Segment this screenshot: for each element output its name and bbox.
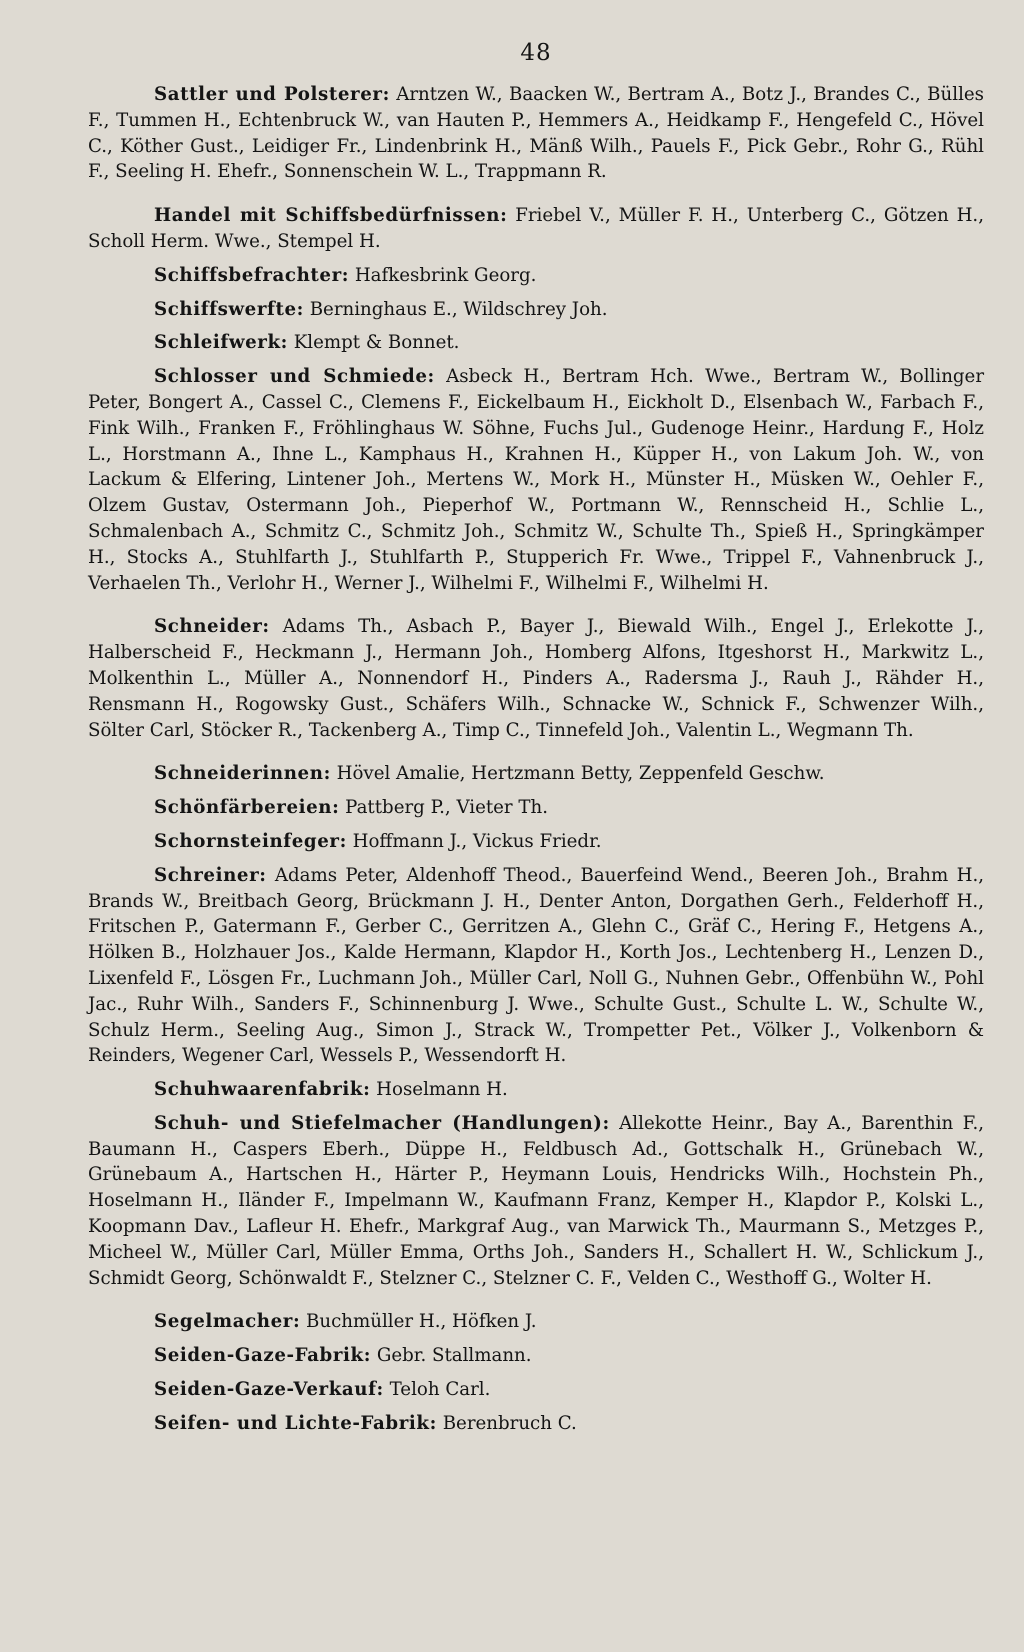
entry-heading: Schiffswerfte [154, 298, 297, 320]
entry-schiffswerfte: Schiffswerfte: Berninghaus E., Wildschrey Joh. [88, 297, 984, 323]
entry-heading: Seifen- und Lichte-Fabrik [154, 1412, 430, 1434]
entry-heading: Handel mit Schiffsbedürfnissen [154, 205, 501, 227]
entry-heading: Schlosser und Schmiede [154, 366, 428, 388]
entry-names: Adams Peter, Aldenhoff Theod., Bauerfeind Wend., Beeren Joh., Brahm H., Brands W., Breitbach Georg, Brückmann J. H., Denter Anton, Dorgathen Gerh., Felderhoff H., Fritschen P., Gatermann F., Gerber C., Gerritzen A., Glehn C., Gräf C., Hering F., Hetgens A., Hölken B., Holzhauer Jos., Kalde Hermann, Klapdor H., Korth Jos., Lechtenberg H., Lenzen D., Lixenfeld F., Lösgen Fr., Luchmann Joh., Müller Carl, Noll G., Nuhnen Gebr., Offenbühn W., Pohl Jac., Ruhr Wilh., Sanders F., Schinnenburg J. Wwe., Schulte Gust., Schulte L. W., Schulte W., Schulz Herm., Seeling Aug., Simon J., Strack W., Trompetter Pet., Völker J., Volkenborn & Reinders, Wegener Carl, Wessels P., Wessendorft H. [88, 864, 985, 1067]
entry-names: Hoffmann J., Vickus Friedr. [352, 830, 602, 852]
entry-heading: Schornsteinfeger [154, 830, 340, 852]
entry-seifen-lichte: Seifen- und Lichte-Fabrik: Berenbruch C. [88, 1411, 984, 1437]
entry-heading: Schneiderinnen [154, 763, 324, 785]
entry-schuhmacher: Schuh- und Stiefelmacher (Handlungen): Allekotte Heinr., Bay A., Barenthin F., Baumann H., Caspers Eberh., Düppe H., Feldbusch Ad., Gottschalk H., Grünebach W., Grünebaum A., Hartschen H., Härter P., Heymann Louis, Hendricks Wilh., Hochstein Ph., Hoselmann H., Iländer F., Impelmann W., Kaufmann Franz, Kemper H., Klapdor P., Kolski L., Koopmann Dav., Lafleur H. Ehefr., Markgraf Aug., van Marwick Th., Maurmann S., Metzges P., Micheel W., Müller Carl, Müller Emma, Orths Joh., Sanders H., Schallert H. W., Schlickum J., Schmidt Georg, Schönwaldt F., Stelzner C., Stelzner C. F., Velden C., Westhoff G., Wolter H. [88, 1112, 985, 1289]
entry-heading: Schönfärbereien [154, 797, 333, 819]
entry-names: Buchmüller H., Höfken J. [306, 1311, 537, 1333]
entry-schleifwerk: Schleifwerk: Klempt & Bonnet. [88, 330, 984, 356]
entry-seiden-gaze-fabrik: Seiden-Gaze-Fabrik: Gebr. Stallmann. [88, 1343, 984, 1369]
entry-names: Teloh Carl. [389, 1379, 491, 1401]
entry-schneiderinnen: Schneiderinnen: Hövel Amalie, Hertzmann Betty, Zeppenfeld Geschw. [88, 761, 984, 787]
entry-names: Allekotte Heinr., Bay A., Barenthin F., Baumann H., Caspers Eberh., Düppe H., Feldbusch Ad., Gottschalk H., Grünebach W., Grünebaum A., Hartschen H., Härter P., Heymann Louis, Hendricks Wilh., Hochstein Ph., Hoselmann H., Iländer F., Impelmann W., Kaufmann Franz, Kemper H., Klapdor P., Kolski L., Koopmann Dav., Lafleur H. Ehefr., Markgraf Aug., van Marwick Th., Maurmann S., Metzges P., Micheel W., Müller Carl, Müller Emma, Orths Joh., Sanders H., Schallert H. W., Schlickum J., Schmidt Georg, Schönwaldt F., Stelzner C., Stelzner C. F., Velden C., Westhoff G., Wolter H. [88, 1112, 985, 1289]
entry-names: Hoselmann H. [376, 1079, 508, 1101]
entry-heading: Schiffsbefrachter [154, 264, 342, 286]
entry-heading: Schleifwerk [154, 332, 281, 354]
entry-names: Hafkesbrink Georg. [354, 264, 537, 286]
entry-heading: Schneider [154, 616, 263, 638]
entry-names: Berninghaus E., Wildschrey Joh. [309, 298, 608, 320]
entry-schornsteinfeger: Schornsteinfeger: Hoffmann J., Vickus Friedr. [88, 829, 984, 855]
entry-names: Asbeck H., Bertram Hch. Wwe., Bertram W., Bollinger Peter, Bongert A., Cassel C., Clemens F., Eickelbaum H., Eickholt D., Elsenbach W., Farbach F., Fink Wilh., Franken F., Fröhlinghaus W. Söhne, Fuchs Jul., Gudenoge Heinr., Hardung F., Holz L., Horstmann A., Ihne L., Kamphaus H., Krahnen H., Küpper H., von Lakum Joh. W., von Lackum & Elfering, Lintener Joh., Mertens W., Mork H., Münster H., Müsken W., Oehler F., Olzem Gustav, Ostermann Joh., Pieperhof W., Portmann W., Rennscheid H., Schlie L., Schmalenbach A., Schmitz C., Schmitz Joh., Schmitz W., Schulte Th., Spieß H., Springkämper H., Stocks A., Stuhlfarth J., Stuhlfarth P., Stupperich Fr. Wwe., Trippel F., Vahnenbruck J., Verhaelen Th., Verlohr H., Werner J., Wilhelmi F., Wilhelmi F., Wilhelmi H. [88, 366, 985, 594]
entry-heading: Seiden-Gaze-Verkauf [154, 1379, 377, 1401]
entry-schoenfaerbereien: Schönfärbereien: Pattberg P., Vieter Th. [88, 795, 984, 821]
page-number: 48 [520, 40, 552, 66]
entry-heading: Segelmacher [154, 1311, 293, 1333]
entry-heading: Schuh- und Stiefelmacher (Handlungen) [154, 1112, 603, 1134]
entry-heading: Schuhwaarenfabrik [154, 1079, 364, 1101]
entry-heading: Sattler und Polsterer [154, 84, 383, 105]
entry-schiffsbedarf: Handel mit Schiffsbedürfnissen: Friebel V., Müller F. H., Unterberg C., Götzen H., Scholl Herm. Wwe., Stempel H. [88, 205, 984, 252]
entry-names: Adams Th., Asbach P., Bayer J., Biewald Wilh., Engel J., Erlekotte J., Halberscheid F., Heckmann J., Hermann Joh., Homberg Alfons, Itgeshorst H., Markwitz L., Molkenthin L., Müller A., Nonnendorf H., Pinders A., Radersma J., Rauh J., Rähder H., Rensmann H., Rogowsky Gust., Schäfers Wilh., Schnacke W., Schnick F., Schwenzer Wilh., Sölter Carl, Stöcker R., Tackenberg A., Timp C., Tinnefeld Joh., Valentin L., Wegmann Th. [88, 616, 984, 741]
entry-schneider: Schneider: Adams Th., Asbach P., Bayer J., Biewald Wilh., Engel J., Erlekotte J., Halberscheid F., Heckmann J., Hermann Joh., Homberg Alfons, Itgeshorst H., Markwitz L., Molkenthin L., Müller A., Nonnendorf H., Pinders A., Radersma J., Rauh J., Rähder H., Rensmann H., Rogowsky Gust., Schäfers Wilh., Schnacke W., Schnick F., Schwenzer Wilh., Sölter Carl, Stöcker R., Tackenberg A., Timp C., Tinnefeld Joh., Valentin L., Wegmann Th. [88, 616, 984, 741]
entry-names: Friebel V., Müller F. H., Unterberg C., Götzen H., Scholl Herm. Wwe., Stempel H. [88, 205, 984, 252]
entry-names: Gebr. Stallmann. [376, 1345, 532, 1367]
entry-sattler: Sattler und Polsterer: Arntzen W., Baacken W., Bertram A., Botz J., Brandes C., Bülles F., Tummen H., Echtenbruck W., van Hauten P., Hemmers A., Heidkamp F., Hengefeld C., Hövel C., Köther Gust., Leidiger Fr., Lindenbrink H., Mänß Wilh., Pauels F., Pick Gebr., Rohr G., Rühl F., Seeling H. Ehefr., Sonnenschein W. L., Trappmann R. [88, 84, 984, 183]
entry-schiffsbefrachter: Schiffsbefrachter: Hafkesbrink Georg. [88, 263, 984, 289]
entry-heading: Schreiner [154, 864, 260, 886]
entry-schuhwaarenfabrik: Schuhwaarenfabrik: Hoselmann H. [88, 1077, 984, 1103]
entry-schlosser: Schlosser und Schmiede: Asbeck H., Bertram Hch. Wwe., Bertram W., Bollinger Peter, Bongert A., Cassel C., Clemens F., Eickelbaum H., Eickholt D., Elsenbach W., Farbach F., Fink Wilh., Franken F., Fröhlinghaus W. Söhne, Fuchs Jul., Gudenoge Heinr., Hardung F., Holz L., Horstmann A., Ihne L., Kamphaus H., Krahnen H., Küpper H., von Lakum Joh. W., von Lackum & Elfering, Lintener Joh., Mertens W., Mork H., Münster H., Müsken W., Oehler F., Olzem Gustav, Ostermann Joh., Pieperhof W., Portmann W., Rennscheid H., Schlie L., Schmalenbach A., Schmitz C., Schmitz Joh., Schmitz W., Schulte Th., Spieß H., Springkämper H., Stocks A., Stuhlfarth J., Stuhlfarth P., Stupperich Fr. Wwe., Trippel F., Vahnenbruck J., Verhaelen Th., Verlohr H., Werner J., Wilhelmi F., Wilhelmi F., Wilhelmi H. [88, 366, 985, 594]
entry-names: Berenbruch C. [442, 1412, 577, 1434]
entry-schreiner: Schreiner: Adams Peter, Aldenhoff Theod., Bauerfeind Wend., Beeren Joh., Brahm H., Brands W., Breitbach Georg, Brückmann J. H., Denter Anton, Dorgathen Gerh., Felderhoff H., Fritschen P., Gatermann F., Gerber C., Gerritzen A., Glehn C., Gräf C., Hering F., Hetgens A., Hölken B., Holzhauer Jos., Kalde Hermann, Klapdor H., Korth Jos., Lechtenberg H., Lenzen D., Lixenfeld F., Lösgen Fr., Luchmann Joh., Müller Carl, Noll G., Nuhnen Gebr., Offenbühn W., Pohl Jac., Ruhr Wilh., Sanders F., Schinnenburg J. Wwe., Schulte Gust., Schulte L. W., Schulte W., Schulz Herm., Seeling Aug., Simon J., Strack W., Trompetter Pet., Völker J., Volkenborn & Reinders, Wegener Carl, Wessels P., Wessendorft H. [88, 864, 985, 1067]
entry-segelmacher: Segelmacher: Buchmüller H., Höfken J. [88, 1309, 984, 1335]
entry-names: Klempt & Bonnet. [293, 332, 460, 354]
entry-seiden-gaze-verkauf: Seiden-Gaze-Verkauf: Teloh Carl. [88, 1377, 984, 1403]
entry-names: Hövel Amalie, Hertzmann Betty, Zeppenfeld Geschw. [336, 763, 825, 785]
entry-heading: Seiden-Gaze-Fabrik [154, 1345, 364, 1367]
entry-names: Pattberg P., Vieter Th. [345, 797, 549, 819]
entry-names: Arntzen W., Baacken W., Bertram A., Botz J., Brandes C., Bülles F., Tummen H., Echtenbruck W., van Hauten P., Hemmers A., Heidkamp F., Hengefeld C., Hövel C., Köther Gust., Leidiger Fr., Lindenbrink H., Mänß Wilh., Pauels F., Pick Gebr., Rohr G., Rühl F., Seeling H. Ehefr., Sonnenschein W. L., Trappmann R. [88, 84, 984, 183]
